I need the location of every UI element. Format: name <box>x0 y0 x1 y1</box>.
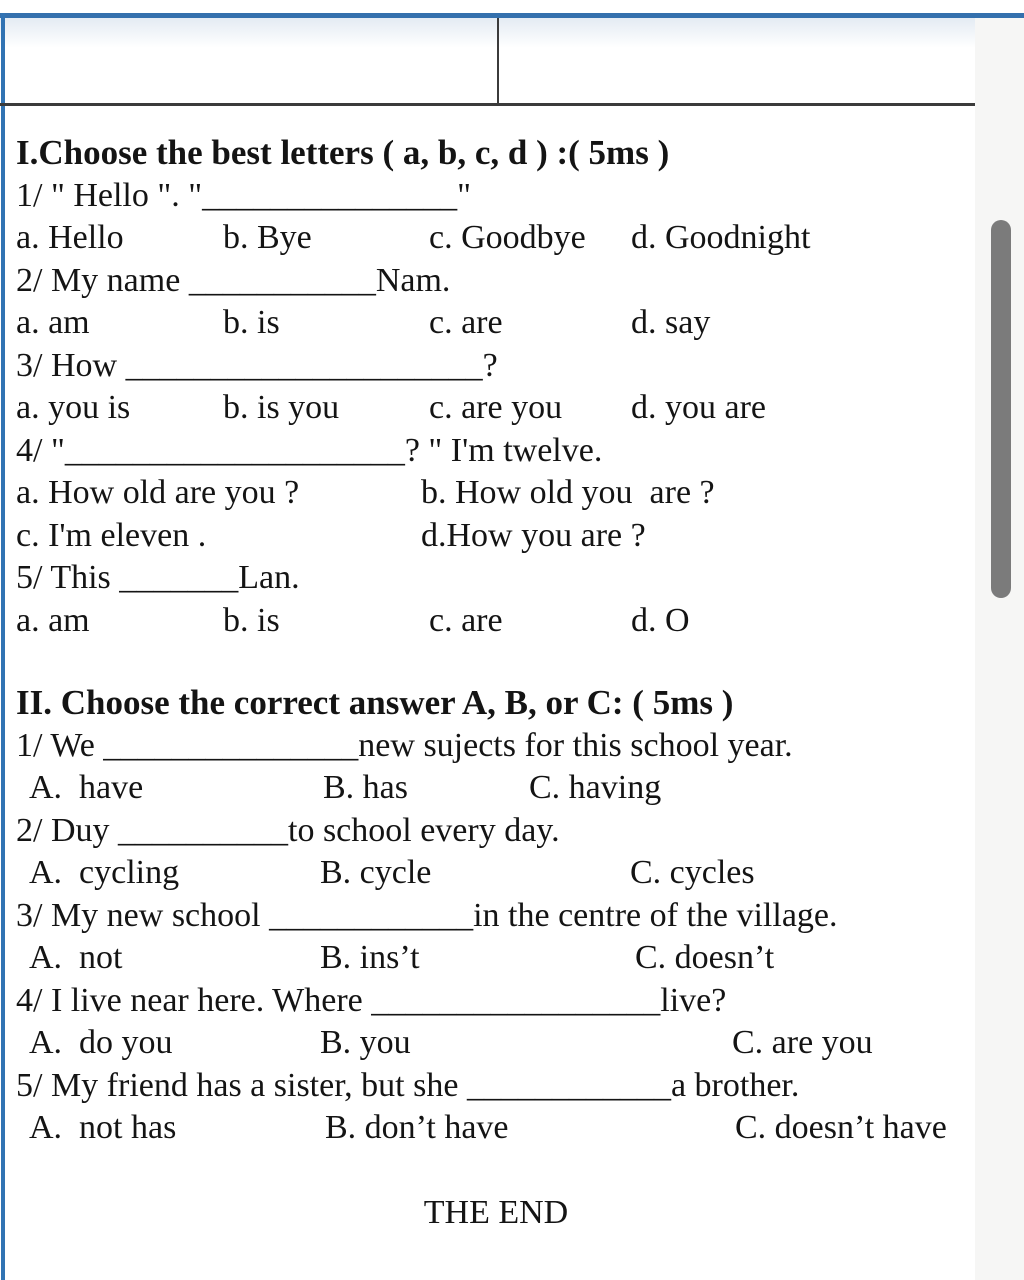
s1-q4-option-d: d.How you are ? <box>421 516 646 554</box>
s1-q2-after: Nam. <box>375 261 451 299</box>
header-table-divider <box>497 18 499 103</box>
s2-q5-options <box>16 1107 976 1150</box>
s1-q4-blank: ____________________ <box>64 431 405 469</box>
s2-q2-option-c: C. cycles <box>630 854 755 891</box>
s2-q2-option-a: A. cycling <box>29 854 180 891</box>
s1-q4-after: ? " I'm twelve. <box>404 431 603 469</box>
s1-q1-after: " <box>457 176 472 214</box>
s1-q5-option-a: a. am <box>16 601 90 639</box>
s2-q4-options <box>16 1022 976 1065</box>
s2-q5-blank: ____________ <box>466 1066 671 1104</box>
s1-q3-after: ? <box>482 346 498 384</box>
s1-q5-option-b: b. is <box>223 601 280 639</box>
s2-q5-option-a: A. not has <box>29 1109 177 1146</box>
s1-q1-blank: _______________ <box>202 176 458 214</box>
s1-q3-blank: _____________________ <box>125 346 483 384</box>
s1-q1-option-a: a. Hello <box>16 219 124 256</box>
s2-q4-option-c: C. are you <box>732 1024 873 1061</box>
scrollbar-thumb[interactable] <box>991 220 1011 598</box>
s2-q1-blank: _______________ <box>103 726 359 764</box>
s2-q5-after: a brother. <box>670 1066 800 1104</box>
s2-question-3 <box>16 895 976 938</box>
s1-q3-options <box>16 387 976 430</box>
s2-q1-option-a: A. have <box>29 769 144 806</box>
section2-title: II. Choose the correct answer A, B, or C: ( 5ms ) <box>16 683 734 722</box>
s2-q5-option-b: B. don’t have <box>325 1109 509 1146</box>
s2-q4-blank: _________________ <box>371 981 661 1019</box>
s2-q4-before: 4/ I live near here. Where <box>16 981 372 1019</box>
s1-q4-option-b: b. How old you are ? <box>421 474 715 511</box>
s1-q2-option-c: c. are <box>429 304 503 341</box>
s2-q3-option-c: C. doesn’t <box>635 939 775 976</box>
s1-q3-option-d: d. you are <box>631 389 767 426</box>
s2-q2-options <box>16 852 976 895</box>
s1-q4-option-a: a. How old are you ? <box>16 474 300 511</box>
s2-question-5 <box>16 1065 976 1108</box>
s1-q4-option-c: c. I'm eleven . <box>16 516 207 554</box>
s2-q1-after: new sujects for this school year. <box>358 726 793 764</box>
footer-the-end: THE END <box>423 1193 569 1231</box>
s1-q1-option-d: d. Goodnight <box>631 219 811 256</box>
s1-question-5 <box>16 557 976 600</box>
scrollbar-track[interactable] <box>975 18 1024 1280</box>
s2-question-2 <box>16 810 976 853</box>
s1-q3-option-b: b. is you <box>223 389 340 426</box>
s1-q5-option-d: d. O <box>631 601 690 639</box>
s1-q2-option-a: a. am <box>16 304 90 341</box>
s2-q3-options <box>16 937 976 980</box>
s2-q4-option-b: B. you <box>320 1024 411 1061</box>
s1-q2-options <box>16 302 976 345</box>
s2-question-1 <box>16 725 976 768</box>
s1-q3-option-a: a. you is <box>16 389 131 426</box>
s1-q5-before: 5/ This <box>16 559 120 596</box>
s2-q2-before: 2/ Duy <box>16 811 118 849</box>
s2-q3-before: 3/ My new school <box>16 896 270 934</box>
s1-q4-before: 4/ " <box>16 431 65 469</box>
s2-q3-option-a: A. not <box>29 939 123 976</box>
s2-q2-after: to school every day. <box>288 811 560 849</box>
s1-q5-options <box>16 600 976 643</box>
s1-q4-options-row1 <box>16 472 976 515</box>
s2-q2-option-b: B. cycle <box>320 854 432 891</box>
s1-question-4 <box>16 430 976 473</box>
s1-q1-options <box>16 217 976 260</box>
s1-q3-before: 3/ How <box>16 346 126 384</box>
s1-question-3 <box>16 345 976 388</box>
s1-q1-before: 1/ " Hello ". " <box>16 176 203 214</box>
s1-q3-option-c: c. are you <box>429 389 563 426</box>
s1-question-2 <box>16 260 976 303</box>
s2-q4-after: live? <box>660 981 727 1019</box>
s1-q2-option-d: d. say <box>631 304 711 341</box>
s2-q5-before: 5/ My friend has a sister, but she <box>16 1066 467 1104</box>
s2-q1-option-c: C. having <box>529 769 662 806</box>
s2-q3-after: in the centre of the village. <box>473 896 838 934</box>
s1-q1-option-c: c. Goodbye <box>429 219 586 256</box>
s1-q2-option-b: b. is <box>223 304 280 341</box>
s1-q5-after: Lan. <box>238 559 300 596</box>
section1-title: I.Choose the best letters ( a, b, c, d ) :( 5ms ) <box>16 133 670 172</box>
s2-question-4 <box>16 980 976 1023</box>
s2-q1-option-b: B. has <box>323 769 408 806</box>
s1-q1-option-b: b. Bye <box>223 219 312 256</box>
s1-q5-blank: _______ <box>119 559 239 596</box>
s2-q1-options <box>16 767 976 810</box>
s1-q5-option-c: c. are <box>429 601 503 639</box>
s2-q1-before: 1/ We <box>16 726 104 764</box>
s2-q5-option-c: C. doesn’t have <box>735 1109 947 1146</box>
document-header-table <box>0 18 976 106</box>
document-content <box>0 106 976 1234</box>
s1-q4-options-row2 <box>16 515 976 558</box>
s1-question-1 <box>16 175 976 218</box>
s2-q2-blank: __________ <box>118 811 288 849</box>
s2-q3-option-b: B. ins’t <box>320 939 420 976</box>
s2-q3-blank: ____________ <box>269 896 474 934</box>
s1-q2-before: 2/ My name <box>16 261 189 299</box>
s2-q4-option-a: A. do you <box>29 1024 173 1061</box>
s1-q2-blank: ___________ <box>188 261 376 299</box>
